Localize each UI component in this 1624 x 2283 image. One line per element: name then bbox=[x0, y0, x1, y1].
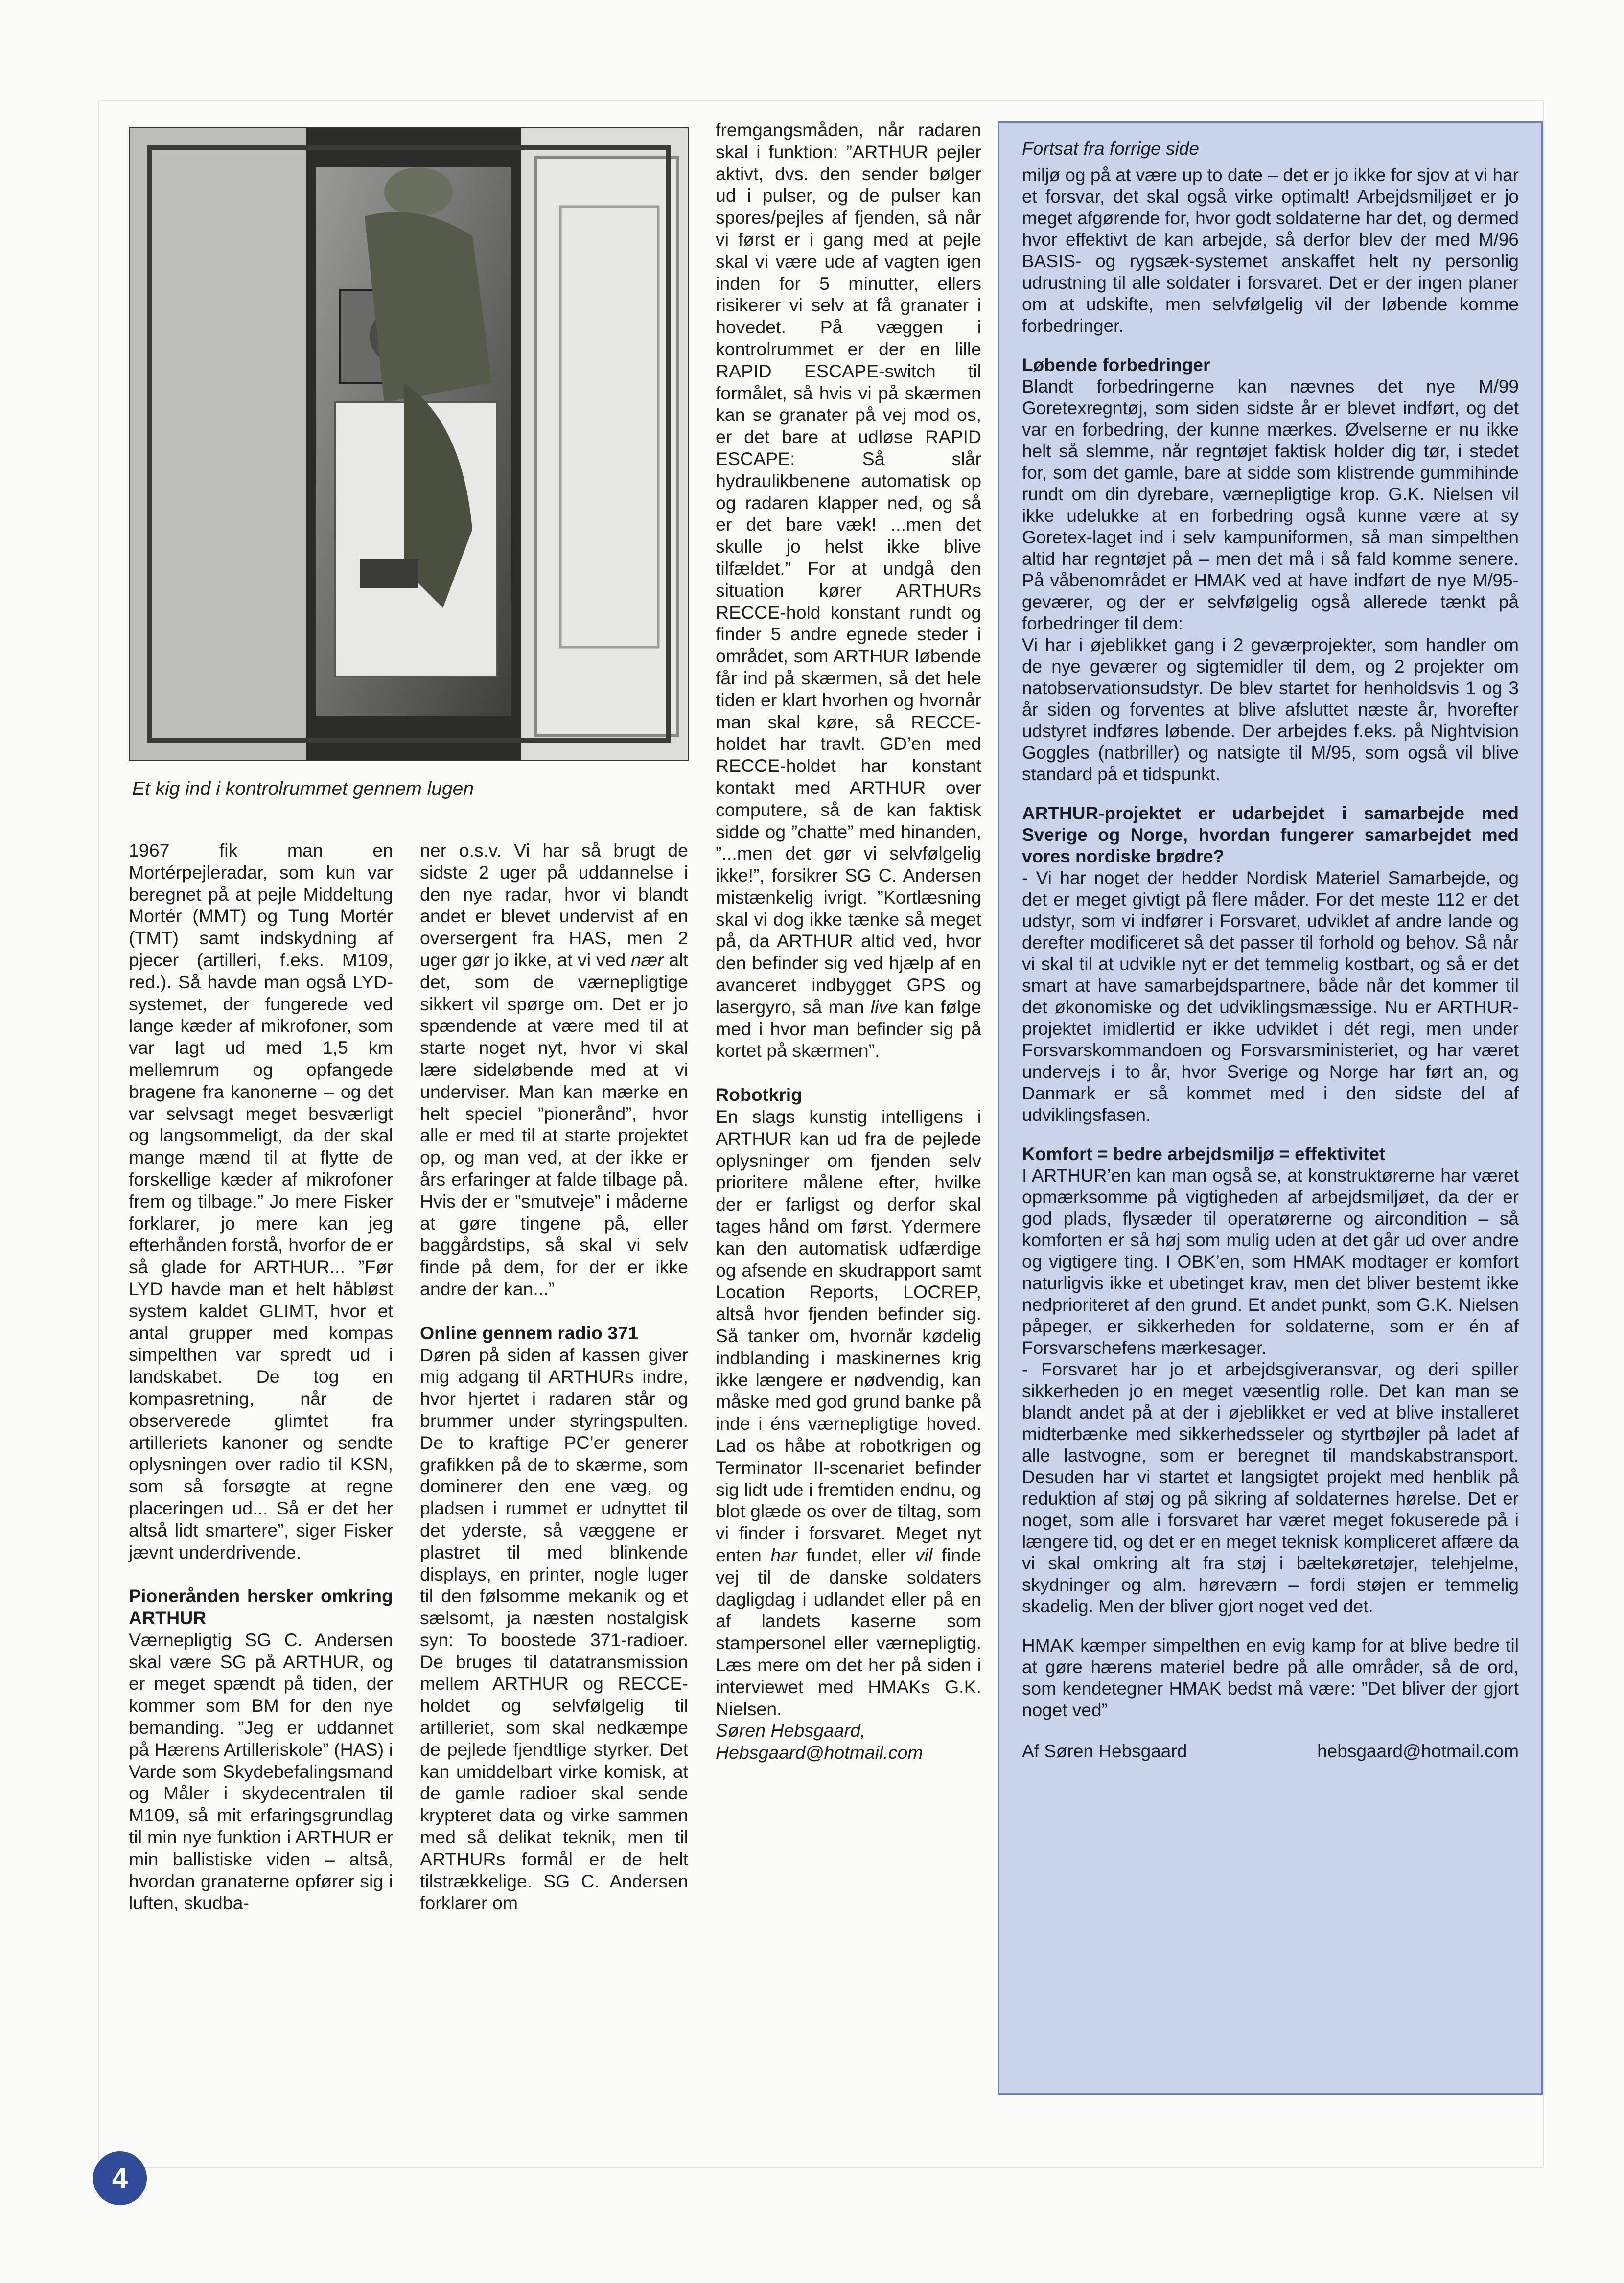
col2-p1-text-a: ner o.s.v. Vi har så brugt de sidste 2 uger på uddannelse i den nye radar, hvor vi blandt andet er blevet undervist af en oversergent fra HAS, men 2 uger gør jo ikke, at vi ved bbox=[420, 840, 688, 970]
sidebar-heading-2: ARTHUR-projektet er udarbejdet i samarbejde med Sverige og Norge, hvordan fungerer samarbejdet med vores nordiske brødre? bbox=[1022, 803, 1519, 866]
sidebar-signature bbox=[1022, 1741, 1519, 1762]
col3-p2-emphasis-1: har bbox=[770, 1545, 797, 1565]
col3-paragraph-1 bbox=[716, 119, 981, 1062]
col3-p2-text-b: fundet, eller bbox=[797, 1545, 915, 1565]
col3-p1-emphasis: live bbox=[870, 996, 898, 1017]
col3-p1-text-a: fremgangsmåden, når radaren skal i funktion: ”ARTHUR pejler aktivt, dvs. den sender bølger ud i pulser, og de pulser kan spores/pejles af fjenden, så når vi først er i gang med at pejle skal vi være ude af vagten igen inden for 5 minutter, ellers risikerer vi selv at få granater i hovedet. På væggen i kontrolrummet er der en lille RAPID ESCAPE-switch til formålet, så hvis vi på skærmen kan se granater på vej mod os, er det bare at udløse RAPID ESCAPE: Så slår hydraulikbenene automatisk op og radaren klapper ned, og så er det bare væk! ...men det skulle jo helst ikke blive tilfældet.” For at undgå den situation kører ARTHURs RECCE-hold konstant rundt og finder 5 andre egnede steder i området, som ARTHUR løbende får ind på skærmen, så det hele tiden er klart hvorhen og hvornår man skal køre, så RECCE-holdet har travlt. GD’en med RECCE-holdet har konstant kontakt med ARTHUR over computere, så de kan faktisk sidde og ”chatte” med hinanden, ”...men det gør vi selvfølgelig ikke!”, forsikrer SG C. Andersen mistænkelig ivrigt. ”Kortlæsning skal vi dog ikke tænke så meget på, da ARTHUR altid ved, hvor den befinder sig ved hjælp af en avanceret indbygget GPS og lasergyro, så man bbox=[716, 119, 981, 1017]
sidebar-paragraph-2: Blandt forbedringerne kan nævnes det nye M/99 Goretexregntøj, som siden sidste år er blevet indført, og det var en forbedring, der kunne mærkes. Øvelserne er nu ikke helt så slemme, når regntøjet faktisk holder dig tør, i stedet for, som det gamle, bare at sidde som klistrende gummihinde rundt om din dyrebare, værnepligtige krop. G.K. Nielsen vil ikke udelukke at en forbedring også kunne være at sy Goretex-laget ind i selv kampuniformen, så man simpelthen altid har regntøjet på – men det må i så fald komme senere. På våbenområdet er HMAK ved at have indført de nye M/95-geværer, og der er selvfølgelig også allerede tænkt på forbedringer til dem: bbox=[1022, 376, 1519, 633]
col2-paragraph-1 bbox=[420, 839, 688, 1300]
col2-p1-text-b: alt det, som de værnepligtige sikkert vil spørge om. Det er jo spændende at være med til at starte noget nyt, hvor vi skal lære sideløbende med at vi underviser. Man kan mærke en helt speciel ”pionerånd”, hvor alle er med til at starte projektet op, og man ved, at der ikke er års erfaringer at falde tilbage på. Hvis der er ”smutveje” i måderne at gøre tingene på, eller baggårdstips, så skal vi selv finde på dem, for der er ikke andre der kan...” bbox=[420, 949, 688, 1299]
sidebar-paragraph-6: - Forsvaret har jo et arbejdsgiveransvar, og deri spiller sikkerheden jo en meget væsentlig rolle. Det kan man se blandt andet på at der i øjeblikket er ved at blive installeret midterbænke med sikkerhedsseler og styrtbøjler på ladet af alle lastvogne, som er beregnet til mandskabstransport. Desuden har vi startet et langsigtet projekt med henblik på reduktion af støj og på sikring af soldaternes hørelse. Det er noget, som alle i forsvaret har været meget fokuserede på i længere tid, og det er en meget teknisk kompliceret affære da vi skal omkring alt fra støj i bæltekøretøjer, telehjelme, skydninger og alm. høreværn – fordi støjen er temmelig skadelig. Men der bliver gjort noget ved det. bbox=[1022, 1359, 1519, 1616]
column-1 bbox=[129, 839, 393, 1914]
sidebar-paragraph-1: miljø og på at være up to date – det er jo ikke for sjov at vi har et forsvar, det skal også virke optimalt! Arbejdsmiljøet er jo meget afgørende for, hvor godt soldaterne har det, og dermed hvor effektivt de kan arbejde, så derfor blev der med M/96 BASIS- og rygsæk-systemet anskaffet helt ny personlig udrustning til alle soldater i forsvaret. Det er der ingen planer om at udskifte, men selvfølgelig vil der løbende komme forbedringer. bbox=[1022, 165, 1519, 336]
col3-p2-text-a: En slags kunstig intelligens i ARTHUR kan ud fra de pejlede oplysninger om fjenden selv prioritere målene efter, hvilke der er farligst og derfor skal tages hånd om først. Ydermere kan den automatisk udfærdige og afsende en skudrapport samt Location Reports, LOCREP, altså hvor fjenden befinder sig. Så tanker om, hvornår kødelig indblanding i maskinernes krig ikke længere er nødvendig, kan måske med god grund banke på inde i éns værnepligtige hoved. Lad os håbe at robotkrigen og Terminator II-scenariet befinder sig lidt ude i fremtiden endnu, og blot glæde os over de tiltag, som vi finder i forsvaret. Meget nyt enten bbox=[716, 1106, 981, 1565]
col1-paragraph-1: 1967 fik man en Mortérpejleradar, som kun var beregnet på at pejle Middeltung Mortér (MMT) og Tung Mortér (TMT) samt indskydning af pjecer (artilleri, f.eks. M109, red.). Så havde man også LYD-systemet, der fungerede ved lange kæder af mikrofoner, som var lagt ud med 1,5 km mellemrum og opfangede bragene fra kanonerne – og det var selvsagt meget besværligt og langsommeligt, da der skal mange mænd til at flytte de forskellige kæder af mikrofoner frem og tilbage.” Jo mere Fisker forklarer, jo mere kan jeg efterhånden forstå, hvorfor de er så glade for ARTHUR... ”Før LYD havde man et helt håbløst system kaldet GLIMT, hvor et antal grupper med kompas simpelthen var spredt ud i landskabet. De tog en kompasretning, når de observerede glimtet fra artilleriets kanoner og sendte oplysningen over radio til KSN, som så forsøgte at regne placeringen ud... Så er det her altså lidt smartere”, siger Fisker jævnt underdrivende. bbox=[129, 840, 393, 1562]
sidebar-paragraph-3: Vi har i øjeblikket gang i 2 geværprojekter, som handler om de nye geværer og sigtemidler til dem, og 2 projekter om natobservationsudstyr. De blev startet for henholdsvis 1 og 3 år siden og forventes at blive afsluttet næste år, hvorefter udstyret indføres løbende. Der arbejdes f.eks. på Nightvision Goggles (natbriller) og natsigte til M/95, som også vil blive standard på et tidspunkt. bbox=[1022, 635, 1519, 784]
col3-heading: Robotkrig bbox=[716, 1084, 803, 1105]
col3-byline-email: Hebsgaard@hotmail.com bbox=[716, 1742, 923, 1763]
sidebar-heading-1: Løbende forbedringer bbox=[1022, 355, 1210, 375]
col3-byline-name: Søren Hebsgaard, bbox=[716, 1720, 866, 1741]
col2-heading: Online gennem radio 371 bbox=[420, 1322, 638, 1343]
column-2 bbox=[420, 839, 688, 1914]
col2-p1-emphasis: nær bbox=[631, 949, 664, 970]
sidebar-paragraph-7: HMAK kæmper simpelthen en evig kamp for at blive bedre til at gøre hærens materiel bedre på alle områder, så de ord, som kendetegner HMAK bedst må være: ”Det bliver der gjort noget ved” bbox=[1022, 1635, 1519, 1720]
col3-p2-emphasis-2: vil bbox=[915, 1545, 933, 1565]
sidebar-email: hebsgaard@hotmail.com bbox=[1317, 1741, 1519, 1761]
column-3 bbox=[716, 119, 981, 1764]
col1-paragraph-2: Værnepligtig SG C. Andersen skal være SG på ARTHUR, og er meget spændt på tiden, der kommer som BM for den nye bemanding. ”Jeg er uddannet på Hærens Artilleriskole” (HAS) i Varde som Skydebefalingsmand og Måler i skydecentralen til M109, så mit erfaringsgrundlag til min nye funktion i ARTHUR er min ballistiske viden – altså, hvordan granaterne opfører sig i luften, skudba- bbox=[129, 1629, 393, 1913]
sidebar-continued-label: Fortsat fra forrige side bbox=[1022, 139, 1199, 159]
photo-control-room bbox=[129, 127, 689, 761]
col2-paragraph-2: Døren på siden af kassen giver mig adgang til ARTHURs indre, hvor hjertet i radaren står og brummer under styringspulten. De to kraftige PC’er generer grafikken på de to skærme, som dominerer den ene væg, og pladsen i rummet er udnyttet til det yderste, så væggene er plastret til med blinkende displays, en printer, nogle luger til den følsomme mekanik og et sælsomt, ja næsten nostalgisk syn: To boostede 371-radioer. De bruges til datatransmission mellem ARTHUR og RECCE-holdet og selvfølgelig til artilleriet, som skal nedkæmpe de pejlede fjendtlige styrker. Det kan umiddelbart virke komisk, at de gamle radioer skal sende krypteret data og virke sammen med så delikat teknik, men til ARTHURs formål er de helt tilstrækkelige. SG C. Andersen forklarer om bbox=[420, 1344, 688, 1913]
sidebar-heading-3: Komfort = bedre arbejdsmiljø = effektivitet bbox=[1022, 1144, 1386, 1164]
sidebar-author: Af Søren Hebsgaard bbox=[1022, 1741, 1187, 1761]
col3-paragraph-2 bbox=[716, 1106, 981, 1720]
sidebar-paragraph-4: - Vi har noget der hedder Nordisk Materiel Samarbejde, og det er meget givtigt på flere måder. For det meste 112 er det udstyr, som vi indfører i Forsvaret, udviklet af andre lande og derefter modificeret så det passer til forhold og behov. Så når vi skal til at udvikle nyt er det temmelig kostbart, og så er det smart at have samarbejdspartnere, både når det kommer til det økonomiske og det udviklingsmæssige. Nu er ARTHUR-projektet imidlertid er ikke udviklet i dét regi, men under Forsvarskommandoen og Forsvarsministeriet, og har været undervejs i to år, hvor Sverige og Norge har ført an, og Danmark er så kommet med i den sidste del af udviklingsfasen. bbox=[1022, 868, 1519, 1125]
col3-p2-text-c: finde vej til de danske soldaters dagligdag i udlandet eller på en af landets kaserne som stampersonel eller værnepligtig. Læs mere om det her på siden i interviewet med HMAKs G.K. Nielsen. bbox=[716, 1545, 981, 1719]
sidebar-interview-box bbox=[998, 121, 1543, 2095]
col3-p1-text-b: kan følge med i hvor man befinder sig på kortet på skærmen”. bbox=[716, 996, 981, 1061]
page-number: 4 bbox=[93, 2151, 147, 2205]
photo-illustration bbox=[130, 128, 688, 760]
col1-heading: Pionerånden hersker omkring ARTHUR bbox=[129, 1585, 393, 1629]
sidebar-paragraph-5: I ARTHUR’en kan man også se, at konstruktørerne har været opmærksomme på vigtigheden af arbejdsmiljøet, da der er god plads, flysæder til operatørerne og aircondition – så komforten er så høj som mulig uden at det går ud over andre og vigtigere ting. I OBK’en, som HMAK modtager er komfort naturligvis ikke et ubetinget krav, men det bliver bestemt ikke nedprioriteret af den grund. Et andet punkt, som G.K. Nielsen påpeger, er sikkerheden for soldaterne, som er én af Forsvarschefens mærkesager. bbox=[1022, 1165, 1519, 1358]
photo-caption: Et kig ind i kontrolrummet gennem lugen bbox=[132, 778, 474, 799]
